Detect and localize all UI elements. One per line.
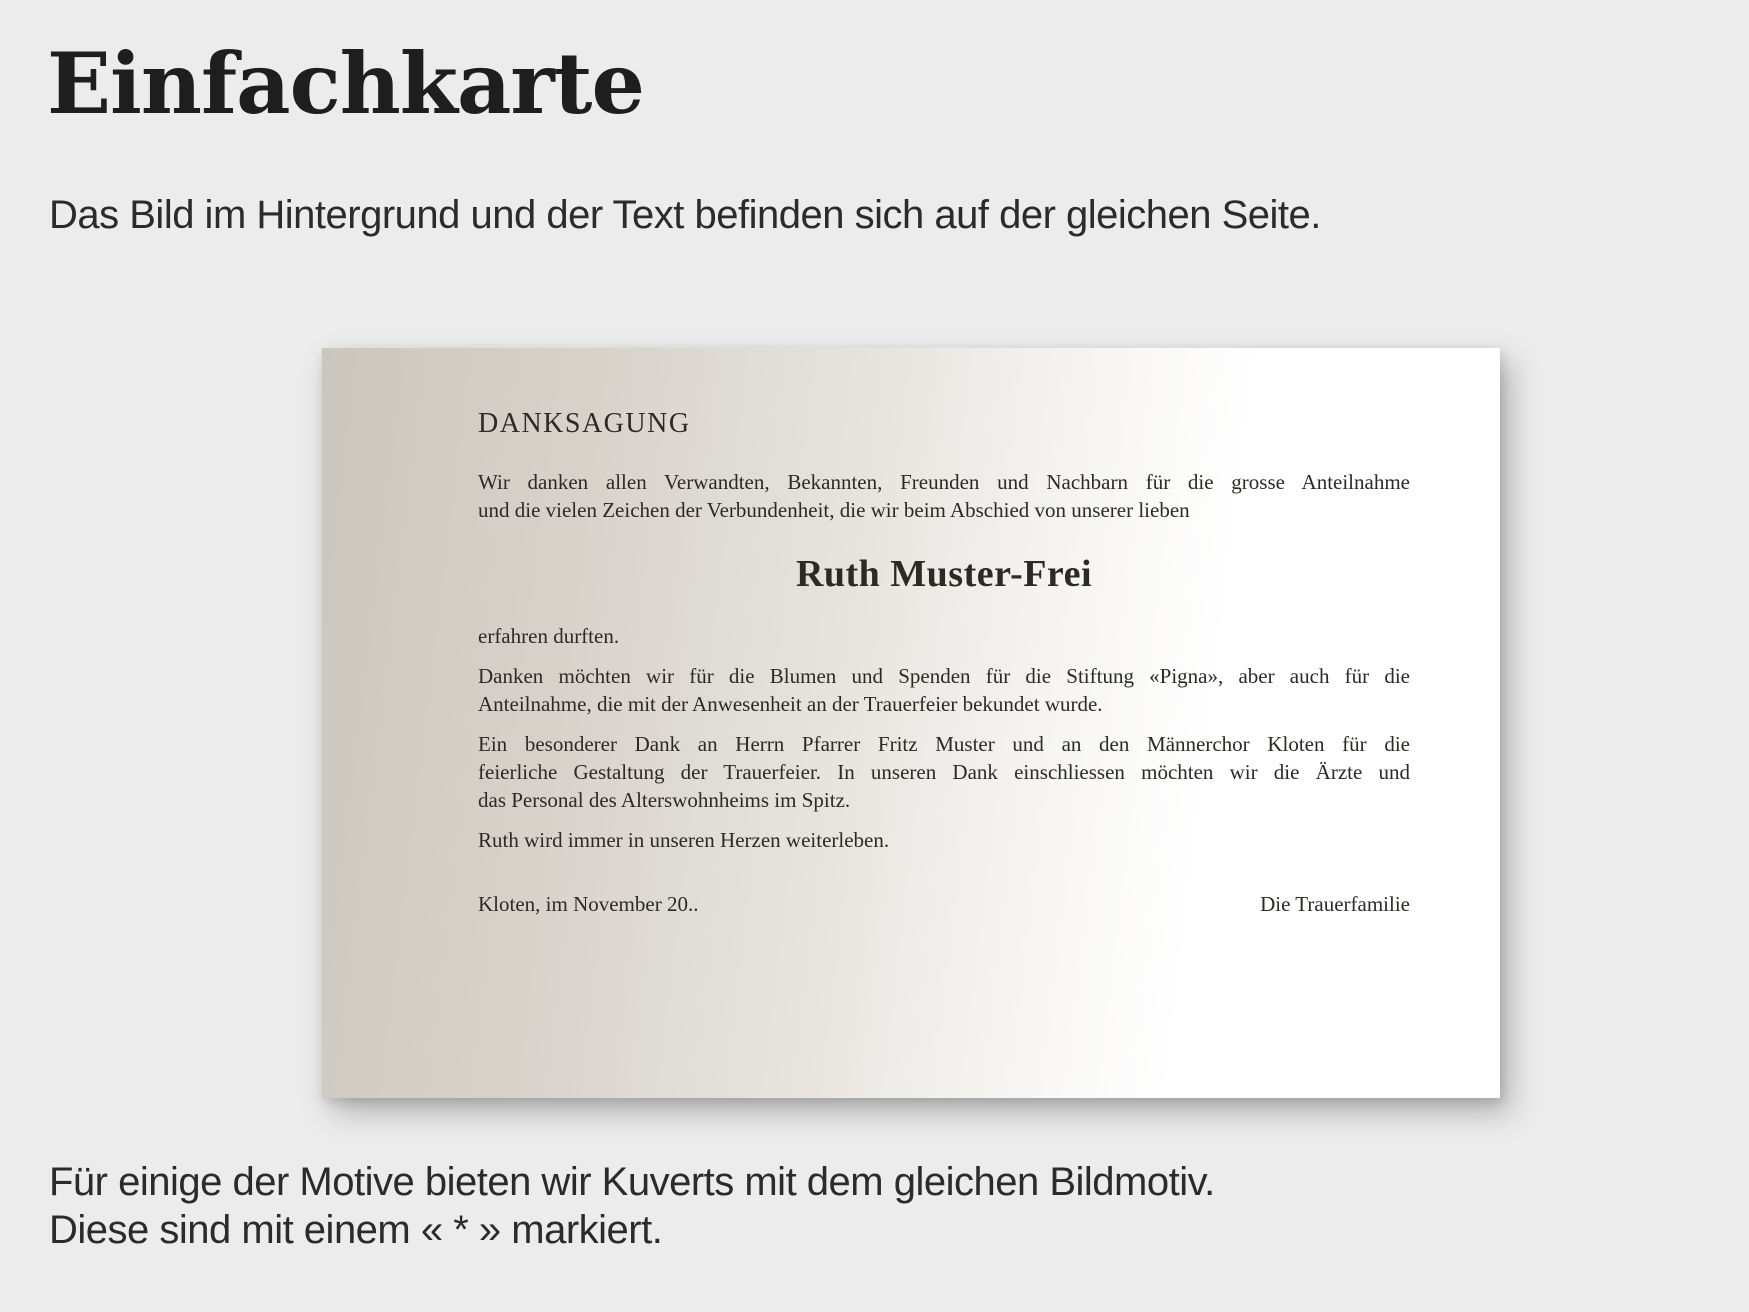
card-special-thanks-paragraph: Ein besonderer Dank an Herrn Pfarrer Fritz Muster und an den Männerchor Kloten für die feierliche Gestaltung der Trauerfeier. In unseren Dank einschliessen möchten wir die Ärzte und das Personal des Alterswohnheims im Spitz. [478,732,1410,812]
card-closing-line: Ruth wird immer in unseren Herzen weiterleben. [478,828,890,852]
page-title: Einfachkarte [47,34,644,133]
card-donation-paragraph: Danken möchten wir für die Blumen und Spenden für die Stiftung «Pigna», aber auch für die Anteilnahme, die mit der Anwesenheit an der Trauerfeier bekundet wurde. [478,664,1410,716]
card-preview [322,348,1500,1098]
card-heading: DANKSAGUNG [478,408,691,439]
card-intro-paragraph: Wir danken allen Verwandten, Bekannten, Freunden und Nachbarn für die grosse Anteilnahme und die vielen Zeichen der Verbundenheit, die wir beim Abschied von unserer lieben [478,470,1410,522]
page-subtitle: Das Bild im Hintergrund und der Text befinden sich auf der gleichen Seite. [49,193,1321,237]
card-after-name-line: erfahren durften. [478,624,620,648]
deceased-name: Ruth Muster-Frei [795,553,1093,595]
card-signature: Die Trauerfamilie [1260,892,1410,916]
card-signature-row [478,890,1410,918]
page-footer-note: Für einige der Motive bieten wir Kuverts mit dem gleichen Bildmotiv. Diese sind mit einem « * » markiert. [49,1160,1215,1252]
card-place-date: Kloten, im November 20.. [478,892,699,916]
